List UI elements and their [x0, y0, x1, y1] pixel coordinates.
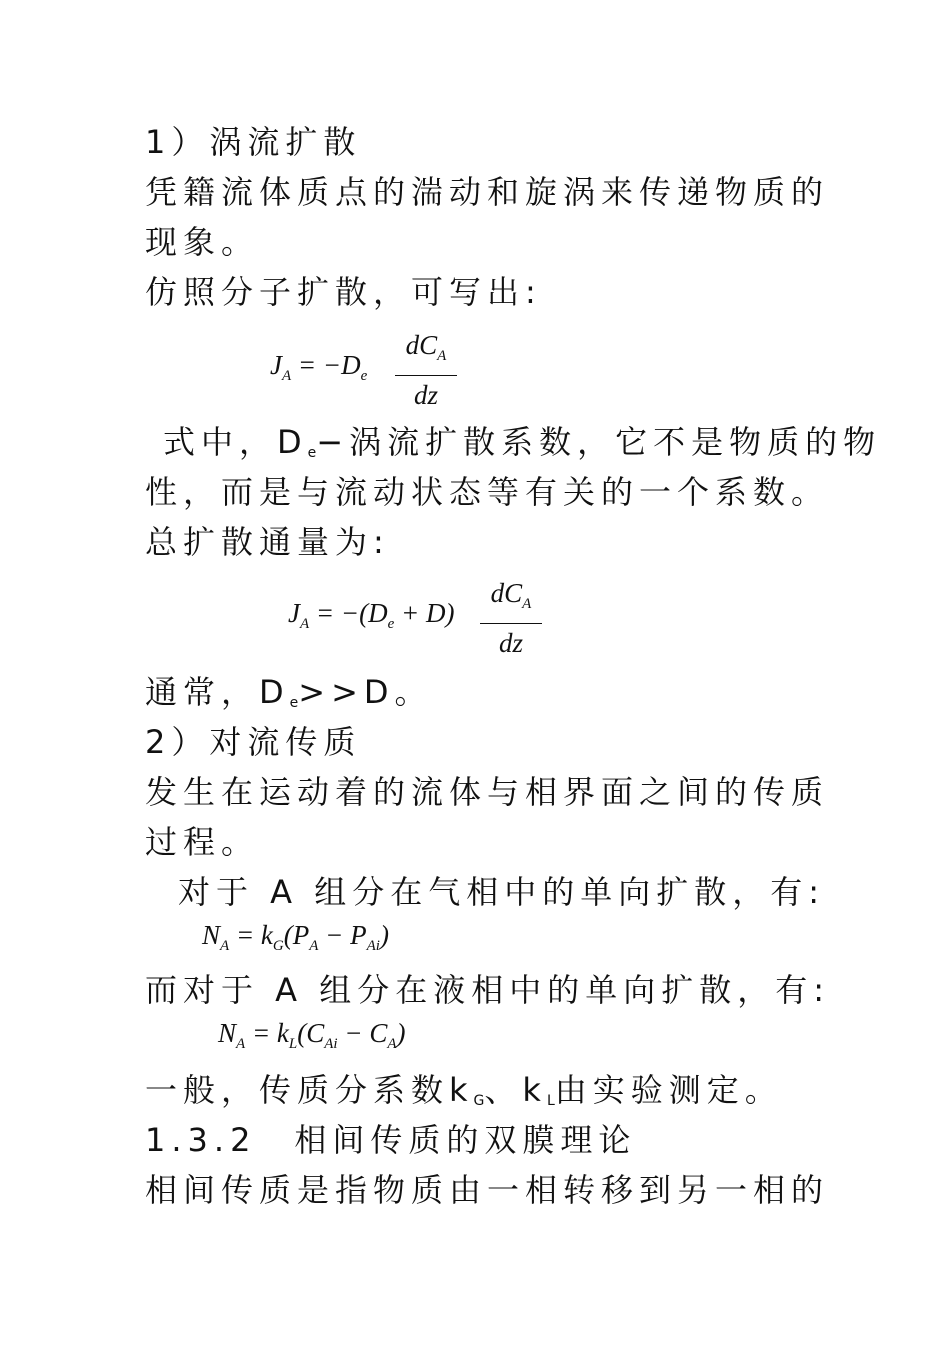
paragraph-line: 凭籍流体质点的湍动和旋涡来传递物质的	[145, 173, 830, 211]
paragraph-line: 过程。	[145, 823, 260, 861]
paragraph-line: 对于 A 组分在气相中的单向扩散，有:	[178, 873, 826, 911]
subscript: G	[473, 1093, 485, 1109]
formula-subscript: A	[281, 368, 292, 384]
formula-symbol: N	[202, 920, 221, 950]
fraction-bar	[480, 623, 542, 624]
fraction	[395, 330, 457, 410]
heading-convective-mass-transfer: 2）对流传质	[145, 723, 362, 761]
paragraph-line: 性，而是与流动状态等有关的一个系数。	[145, 473, 830, 511]
subscript: L	[546, 1093, 555, 1109]
formula-liquid-phase-flux	[218, 1018, 478, 1058]
subscript: e	[307, 445, 317, 461]
formula-symbol: = −D	[297, 350, 361, 380]
fraction	[480, 578, 542, 658]
formula-total-flux	[288, 578, 558, 658]
formula-symbol: J	[270, 350, 282, 380]
formula-symbol: − P	[325, 920, 367, 950]
formula-subscript: G	[272, 938, 284, 954]
paragraph-line: 而对于 A 组分在液相中的单向扩散，有:	[145, 971, 831, 1009]
paragraph-line: 一般，传质分系数$k_G$、$k_L$由实验测定。	[145, 1071, 783, 1109]
paragraph-line: 相间传质是指物质由一相转移到另一相的	[145, 1171, 830, 1209]
formula-symbol: N	[218, 1018, 237, 1048]
formula-subscript: A	[220, 938, 230, 954]
formula-symbol: (P	[283, 920, 310, 950]
fraction-bar	[395, 375, 457, 376]
formula-symbol: (C	[297, 1018, 325, 1048]
formula-eddy-flux	[270, 330, 470, 410]
paragraph-line: 通常，$D_e>>D$。	[145, 673, 433, 711]
formula-gas-phase-flux	[202, 920, 462, 960]
formula-subscript: e	[387, 616, 395, 632]
formula-subscript: A	[299, 616, 310, 632]
formula-symbol: = k	[235, 920, 273, 950]
formula-subscript: e	[360, 368, 368, 384]
paragraph-line: 现象。	[145, 223, 260, 261]
formula-symbol: )	[396, 1018, 406, 1048]
formula-subscript: Ai	[366, 938, 380, 954]
paragraph-line: 式中，$D_e-$涡流扩散系数，它不是物质的物	[163, 423, 882, 461]
formula-subscript: A	[236, 1036, 246, 1052]
formula-subscript: A	[437, 348, 447, 364]
formula-symbol: = k	[251, 1018, 289, 1048]
paragraph-line: 仿照分子扩散，可写出:	[145, 273, 542, 311]
formula-symbol: )	[379, 920, 389, 950]
paragraph-line: 总扩散通量为:	[145, 523, 390, 561]
subscript: e	[289, 695, 299, 711]
formula-subscript: A	[309, 938, 319, 954]
formula-numerator: dC	[490, 578, 523, 608]
formula-subscript: Ai	[324, 1036, 338, 1052]
formula-subscript: L	[288, 1036, 298, 1052]
formula-symbol: − C	[344, 1018, 388, 1048]
formula-denominator: dz	[498, 628, 523, 658]
heading-eddy-diffusion: 1）涡流扩散	[145, 123, 362, 161]
formula-subscript: A	[522, 596, 532, 612]
formula-symbol: = −(D	[315, 598, 388, 628]
formula-subscript: A	[387, 1036, 397, 1052]
section-heading-two-film-theory: 1.3.2 相间传质的双膜理论	[145, 1121, 637, 1159]
formula-symbol: J	[288, 598, 300, 628]
formula-numerator: dC	[405, 330, 438, 360]
formula-symbol: + D)	[401, 598, 455, 628]
formula-denominator: dz	[413, 380, 438, 410]
paragraph-line: 发生在运动着的流体与相界面之间的传质	[145, 773, 830, 811]
